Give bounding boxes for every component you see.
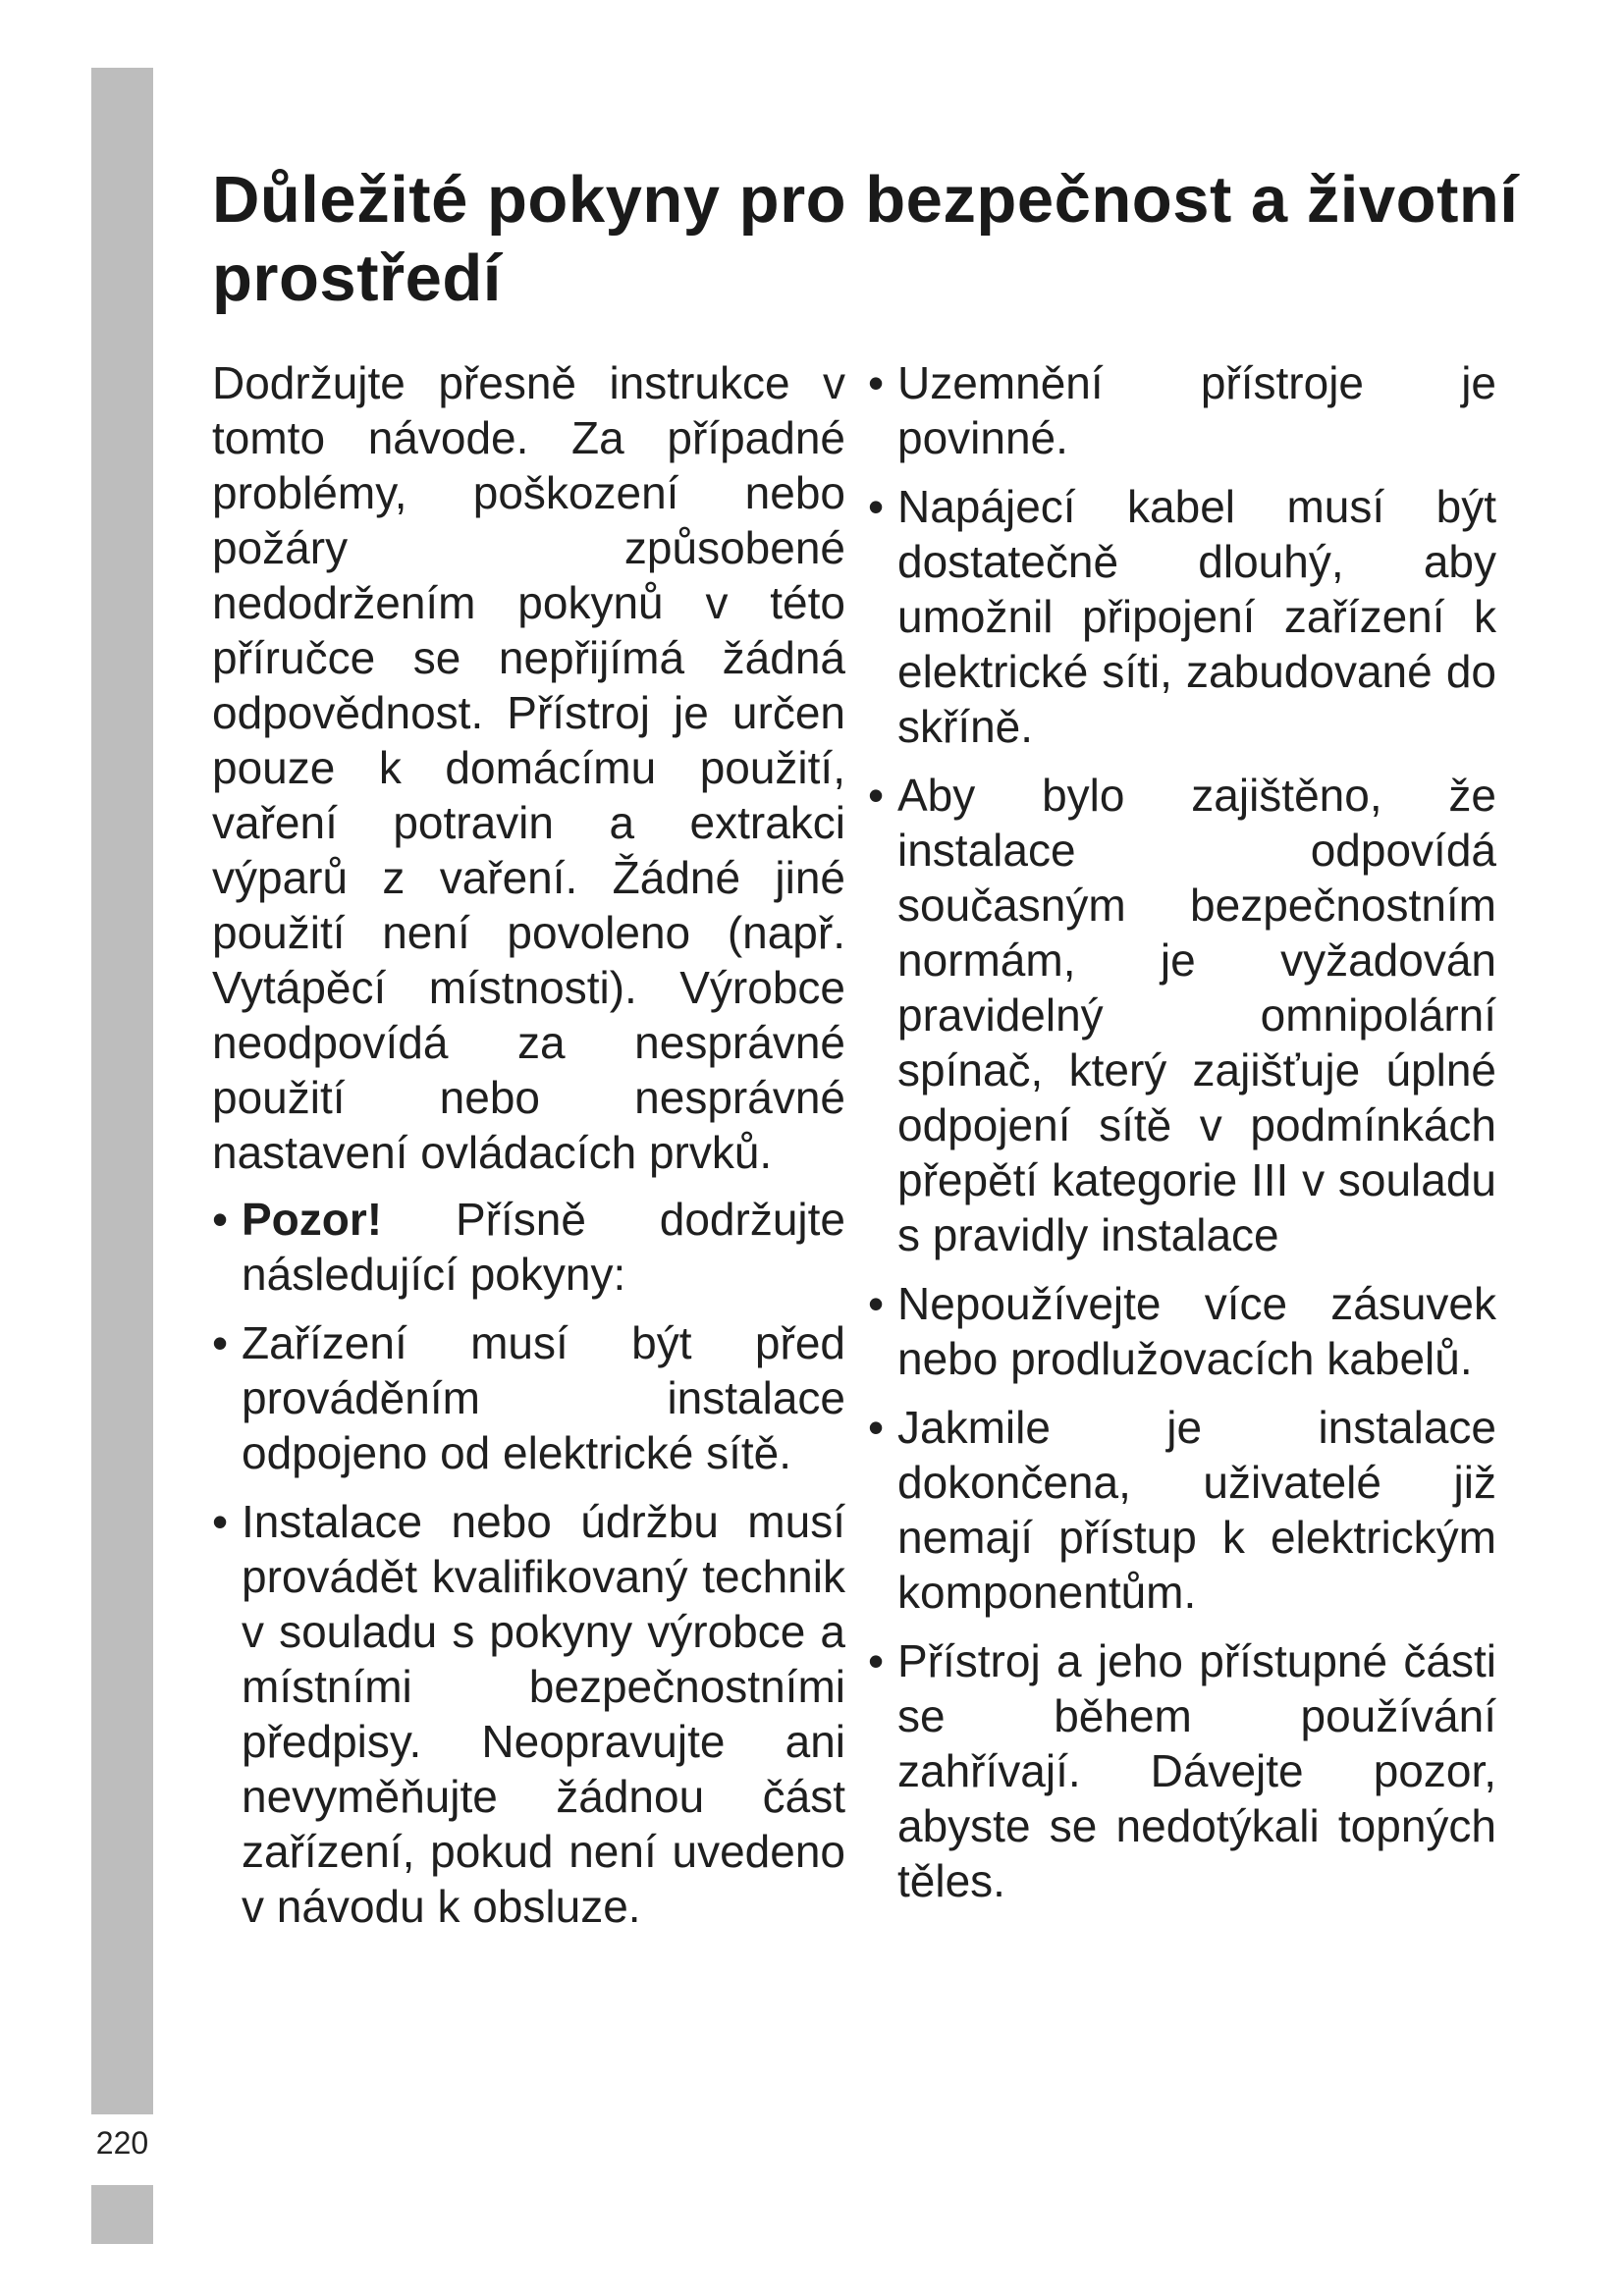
list-item-text: Napájecí kabel musí být dostatečně dlouhý, aby umožnil připojení zařízení k elektrické síti, zabudované do skříně. <box>897 481 1496 752</box>
bullet-icon: • <box>868 1635 885 1686</box>
bullet-icon: • <box>868 1402 885 1453</box>
list-item-text: Zařízení musí být před prováděním instalace odpojeno od elektrické sítě. <box>242 1317 845 1478</box>
list-item <box>868 479 1496 754</box>
page-title: Důležité pokyny pro bezpečnost a životní prostředí <box>212 163 1519 315</box>
list-item-text: Instalace nebo údržbu musí provádět kvalifikovaný technik v souladu s pokyny výrobce a místními bezpečnostními předpisy. Neopravujte ani nevyměňujte žádnou část zařízení, pokud není uvedeno v návodu k obsluze. <box>242 1496 845 1932</box>
list-item-text: Přístroj a jeho přístupné části se během používání zahřívají. Dávejte pozor, abyste se nedotýkali topných těles. <box>897 1635 1496 1906</box>
bullet-icon: • <box>868 1278 885 1329</box>
bullet-icon: • <box>868 770 885 821</box>
right-column <box>868 355 1496 1922</box>
left-column <box>212 355 845 1948</box>
list-item <box>868 1400 1496 1620</box>
list-item <box>868 768 1496 1262</box>
page-number: 220 <box>95 2125 149 2161</box>
warning-item <box>212 1192 845 1302</box>
list-item <box>212 1494 845 1934</box>
bullet-icon: • <box>212 1194 229 1245</box>
side-bar-bottom-decoration <box>91 2185 153 2244</box>
list-item-text: Aby bylo zajištěno, že instalace odpovídá současným bezpečnostním normám, je vyžadován pravidelný omnipolární spínač, který zajišťuje úplné odpojení sítě v podmínkách přepětí kategorie III v souladu s pravidly instalace <box>897 770 1496 1260</box>
bullet-icon: • <box>868 481 885 532</box>
bullet-icon: • <box>212 1317 229 1368</box>
bullet-icon: • <box>868 357 885 408</box>
list-item-text: Nepoužívejte více zásuvek nebo prodlužovacích kabelů. <box>897 1278 1496 1384</box>
list-item-text: Jakmile je instalace dokončena, uživatelé již nemají přístup k elektrickým komponentům. <box>897 1402 1496 1618</box>
list-item <box>868 1276 1496 1386</box>
intro-paragraph: Dodržujte přesně instrukce v tomto návode. Za případné problémy, poškození nebo požáry způsobené nedodržením pokynů v této příručce se nepřijímá žádná odpovědnost. Přístroj je určen pouze k domácímu použití, vaření potravin a extrakci výparů z vaření. Žádné jiné použití není povoleno (např. Vytápěcí místnosti). Výrobce neodpovídá za nesprávné použití nebo nesprávné nastavení ovládacích prvků. <box>212 357 845 1178</box>
warning-text: Přísně dodržujte následující pokyny: <box>242 1194 845 1300</box>
list-item <box>212 1315 845 1480</box>
bullet-icon: • <box>212 1496 229 1547</box>
side-bar-decoration <box>91 68 153 2114</box>
list-item <box>868 1633 1496 1908</box>
list-item-text: Uzemnění přístroje je povinné. <box>897 357 1496 463</box>
list-item <box>868 355 1496 465</box>
warning-label: Pozor! <box>242 1194 383 1245</box>
